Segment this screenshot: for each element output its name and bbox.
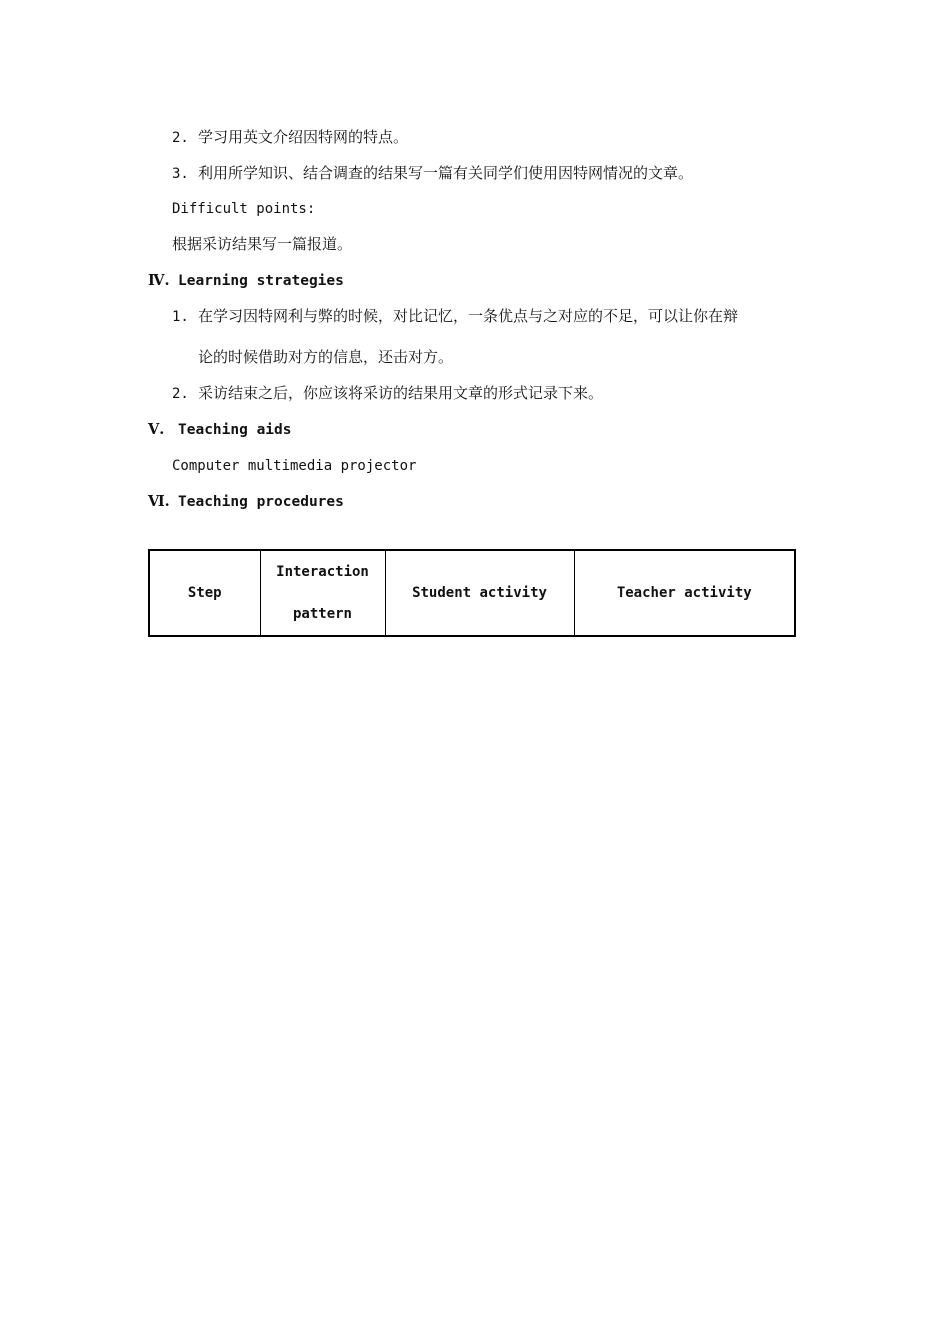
roman-numeral: Ⅴ. (148, 421, 165, 438)
header-student-activity: Student activity (385, 550, 574, 636)
strategy-text-line2: 论的时候借助对方的信息，还击对方。 (198, 348, 454, 366)
strategy-text-line1: 在学习因特网利与弊的时候，对比记忆，一条优点与之对应的不足，可以让你在辩 (198, 307, 739, 325)
difficult-points-text: 根据采访结果写一篇报道。 (172, 235, 353, 253)
teaching-aids-text: Computer multimedia projector (172, 458, 417, 474)
list-number: 3. (172, 166, 189, 182)
table-header-row (149, 550, 795, 636)
list-number: 2. (172, 130, 189, 146)
list-number: 2. (172, 386, 189, 402)
objective-text: 学习用英文介绍因特网的特点。 (198, 128, 409, 146)
section-heading-teaching-procedures (148, 492, 344, 512)
teaching-procedures-table (148, 549, 796, 637)
section-heading-teaching-aids (148, 420, 292, 440)
header-interaction-line1: Interaction (276, 564, 369, 580)
section-title: Teaching procedures (178, 494, 344, 510)
section-title: Learning strategies (178, 273, 344, 289)
objective-text: 利用所学知识、结合调查的结果写一篇有关同学们使用因特网情况的文章。 (198, 164, 694, 182)
roman-numeral: Ⅳ. (148, 272, 170, 289)
strategy-text: 采访结束之后，你应该将采访的结果用文章的形式记录下来。 (198, 384, 604, 402)
objective-item-2 (172, 127, 408, 148)
list-number: 1. (172, 309, 189, 325)
section-heading-learning-strategies (148, 271, 344, 291)
header-teacher-activity: Teacher activity (574, 550, 795, 636)
difficult-points-label: Difficult points: (172, 201, 316, 217)
strategy-item-2 (172, 383, 603, 404)
objective-item-3 (172, 163, 693, 184)
section-title: Teaching aids (178, 422, 292, 438)
roman-numeral: Ⅵ. (148, 493, 170, 510)
header-step: Step (149, 550, 260, 636)
header-interaction-pattern (260, 550, 385, 636)
header-interaction-line2: pattern (292, 606, 352, 622)
strategy-item-1 (172, 306, 738, 327)
